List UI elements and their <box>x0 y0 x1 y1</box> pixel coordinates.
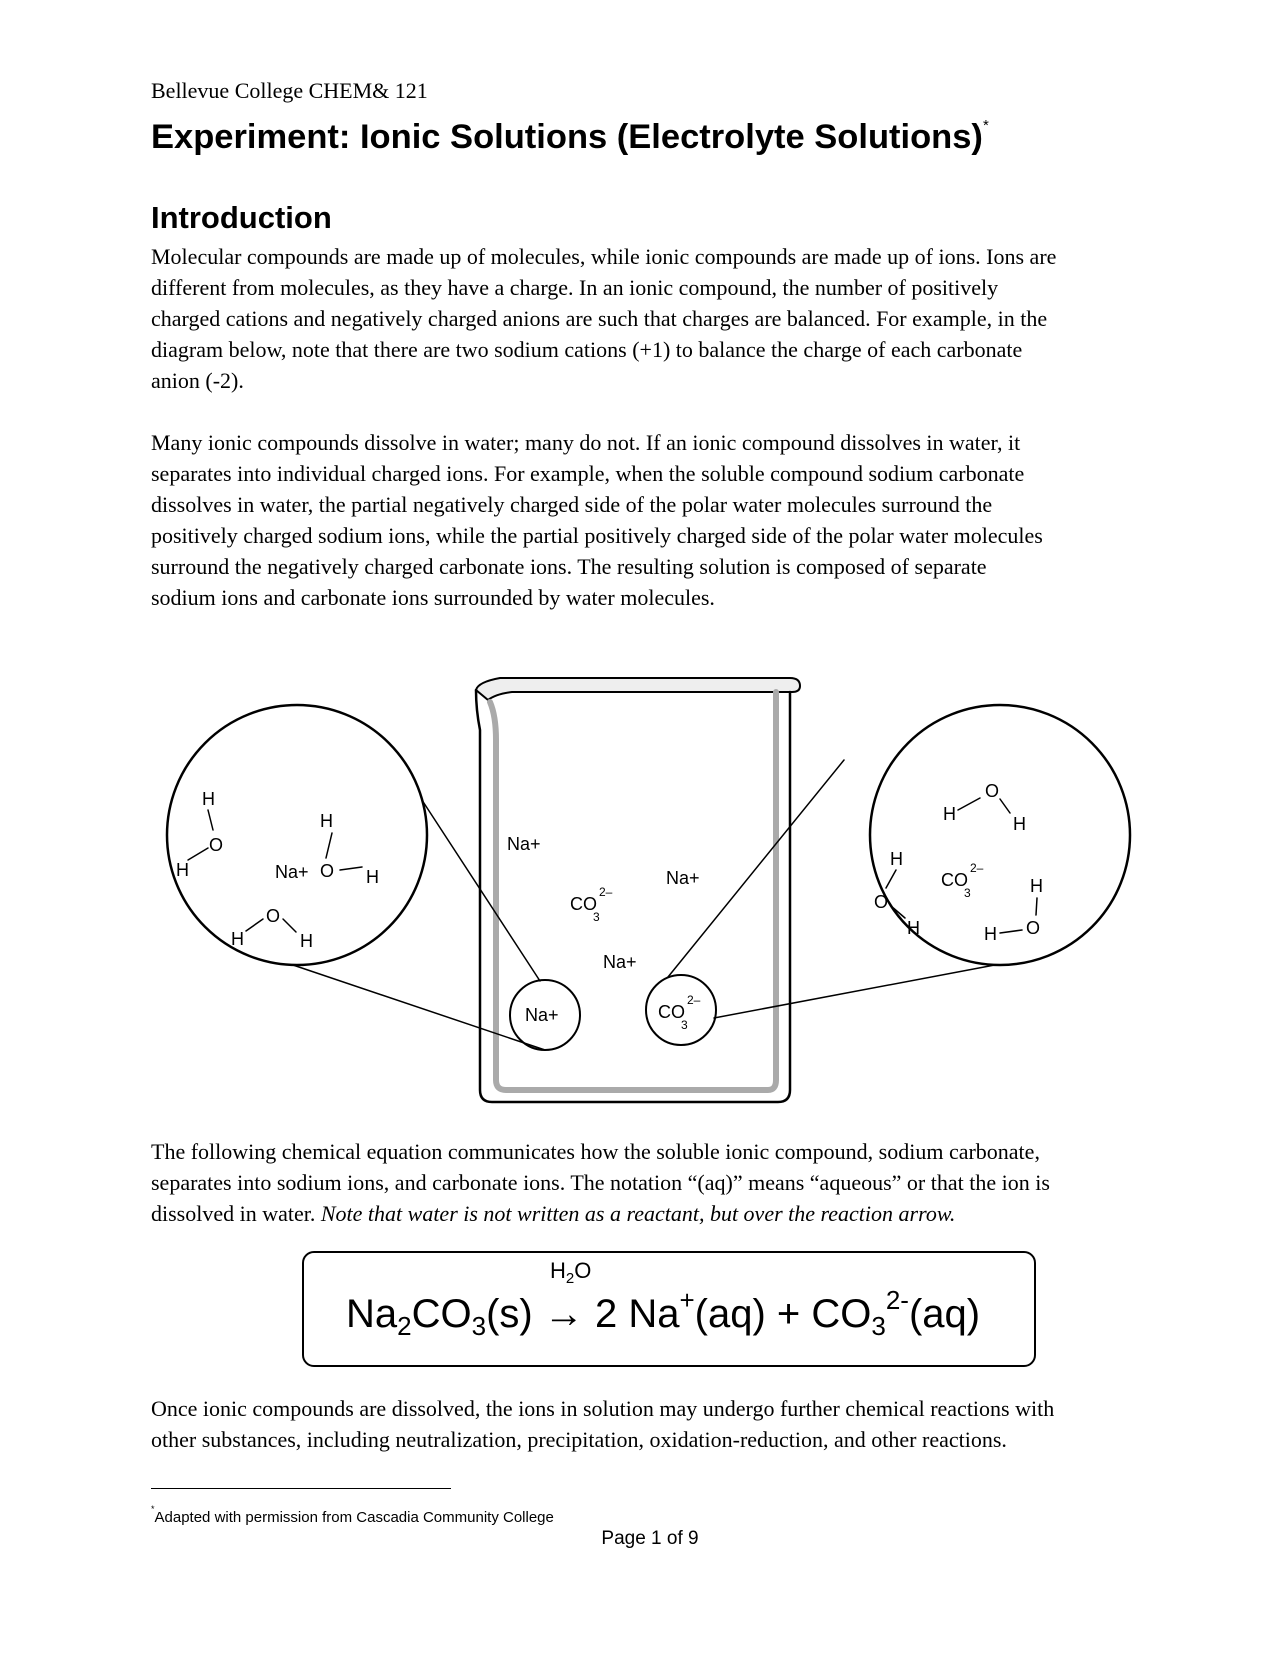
svg-text:H: H <box>1013 814 1026 834</box>
svg-text:H: H <box>943 804 956 824</box>
paragraph-line: other substances, including neutralization, precipitation, oxidation-reduction, and other reactions. <box>151 1427 1007 1452</box>
carbonate-ion-label <box>570 885 613 924</box>
svg-text:O: O <box>320 861 335 881</box>
sodium-ion-label: Na+ <box>603 952 637 972</box>
page-number: Page 1 of 9 <box>601 1528 699 1549</box>
paragraph-line: anion (-2). <box>151 368 244 393</box>
equation-intro-paragraph <box>151 1136 1211 1229</box>
svg-text:H: H <box>984 924 997 944</box>
course-header: Bellevue College CHEM& 121 <box>151 78 428 103</box>
paragraph-line: separates into individual charged ions. For example, when the soluble compound sodium carbonate <box>151 461 1025 486</box>
paragraph-line: diagram below, note that there are two sodium cations (+1) to balance the charge of each carbonate <box>151 337 1023 362</box>
svg-text:CO: CO <box>941 870 968 890</box>
svg-text:2–: 2– <box>599 885 613 899</box>
sodium-ion-label: Na+ <box>525 1005 559 1025</box>
paragraph-line: dissolves in water, the partial negatively charged side of the polar water molecules surround the <box>151 492 993 517</box>
sodium-ion-label: Na+ <box>507 834 541 854</box>
carbonate-ion-label <box>658 993 701 1032</box>
svg-text:2–: 2– <box>687 993 701 1007</box>
footnote-mark: * <box>151 1504 155 1514</box>
svg-text:O: O <box>209 835 224 855</box>
chemical-equation: $Na_2CO_3(s) \to 2$ $Na^+(aq) + CO_3^{2-}(aq)$ <box>346 1285 981 1341</box>
reaction-arrow-icon: → <box>543 1292 584 1336</box>
svg-text:H: H <box>366 867 379 887</box>
paragraph-line: surround the negatively charged carbonate ions. The resulting solution is composed of separate <box>151 554 987 579</box>
svg-text:CO: CO <box>658 1002 685 1022</box>
paragraph-line <box>151 1198 1211 1229</box>
svg-text:3: 3 <box>964 886 971 900</box>
svg-text:CO: CO <box>570 894 597 914</box>
svg-text:O: O <box>874 892 889 912</box>
svg-text:O: O <box>985 781 1000 801</box>
footnote <box>151 1504 554 1526</box>
svg-text:H: H <box>231 929 244 949</box>
paragraph-line: different from molecules, as they have a charge. In an ionic compound, the number of positively <box>151 275 999 300</box>
svg-text:2–: 2– <box>970 861 984 875</box>
document-title-text: Experiment: Ionic Solutions (Electrolyte Solutions) <box>151 118 983 156</box>
ionic-solution-diagram <box>140 670 1140 1120</box>
svg-text:H: H <box>202 789 215 809</box>
sodium-ion-label: Na+ <box>666 868 700 888</box>
closing-paragraph <box>151 1393 1211 1455</box>
paragraph-line: The following chemical equation communicates how the soluble ionic compound, sodium carbonate, <box>151 1139 1040 1164</box>
solvent-over-arrow: $H_2O$ <box>550 1258 592 1287</box>
intro-paragraph-1 <box>151 241 1211 396</box>
paragraph-line: positively charged sodium ions, while the partial positively charged side of the polar water molecules <box>151 523 1043 548</box>
footnote-divider <box>151 1488 451 1489</box>
paragraph-line: sodium ions and carbonate ions surrounded by water molecules. <box>151 585 715 610</box>
beaker <box>476 678 800 1102</box>
svg-text:Na+: Na+ <box>275 862 309 882</box>
paragraph-line: separates into sodium ions, and carbonate ions. The notation “(aq)” means “aqueous” or that the ion is <box>151 1170 1050 1195</box>
paragraph-text: dissolved in water. <box>151 1201 321 1226</box>
svg-text:O: O <box>1026 918 1041 938</box>
intro-paragraph-2 <box>151 427 1211 613</box>
svg-text:3: 3 <box>681 1018 688 1032</box>
svg-text:3: 3 <box>593 910 600 924</box>
svg-text:H: H <box>176 860 189 880</box>
svg-text:H: H <box>907 918 920 938</box>
paragraph-line: Molecular compounds are made up of molecules, while ionic compounds are made up of ions. Ions are <box>151 244 1057 269</box>
svg-text:O: O <box>266 906 281 926</box>
italic-note: Note that water is not written as a reactant, but over the reaction arrow. <box>320 1201 956 1226</box>
section-heading-introduction: Introduction <box>151 200 332 235</box>
svg-text:H: H <box>320 811 333 831</box>
svg-text:H: H <box>300 931 313 951</box>
paragraph-line: charged cations and negatively charged anions are such that charges are balanced. For example, in the <box>151 306 1048 331</box>
paragraph-line: Many ionic compounds dissolve in water; many do not. If an ionic compound dissolves in water, it <box>151 430 1021 455</box>
title-footnote-mark: * <box>982 116 989 134</box>
svg-text:H: H <box>1030 876 1043 896</box>
paragraph-line: Once ionic compounds are dissolved, the ions in solution may undergo further chemical reactions with <box>151 1396 1055 1421</box>
svg-text:H: H <box>890 849 903 869</box>
footnote-text: Adapted with permission from Cascadia Community College <box>154 1509 554 1526</box>
document-title <box>151 118 989 157</box>
sodium-hydration-zoom-circle <box>167 705 427 965</box>
